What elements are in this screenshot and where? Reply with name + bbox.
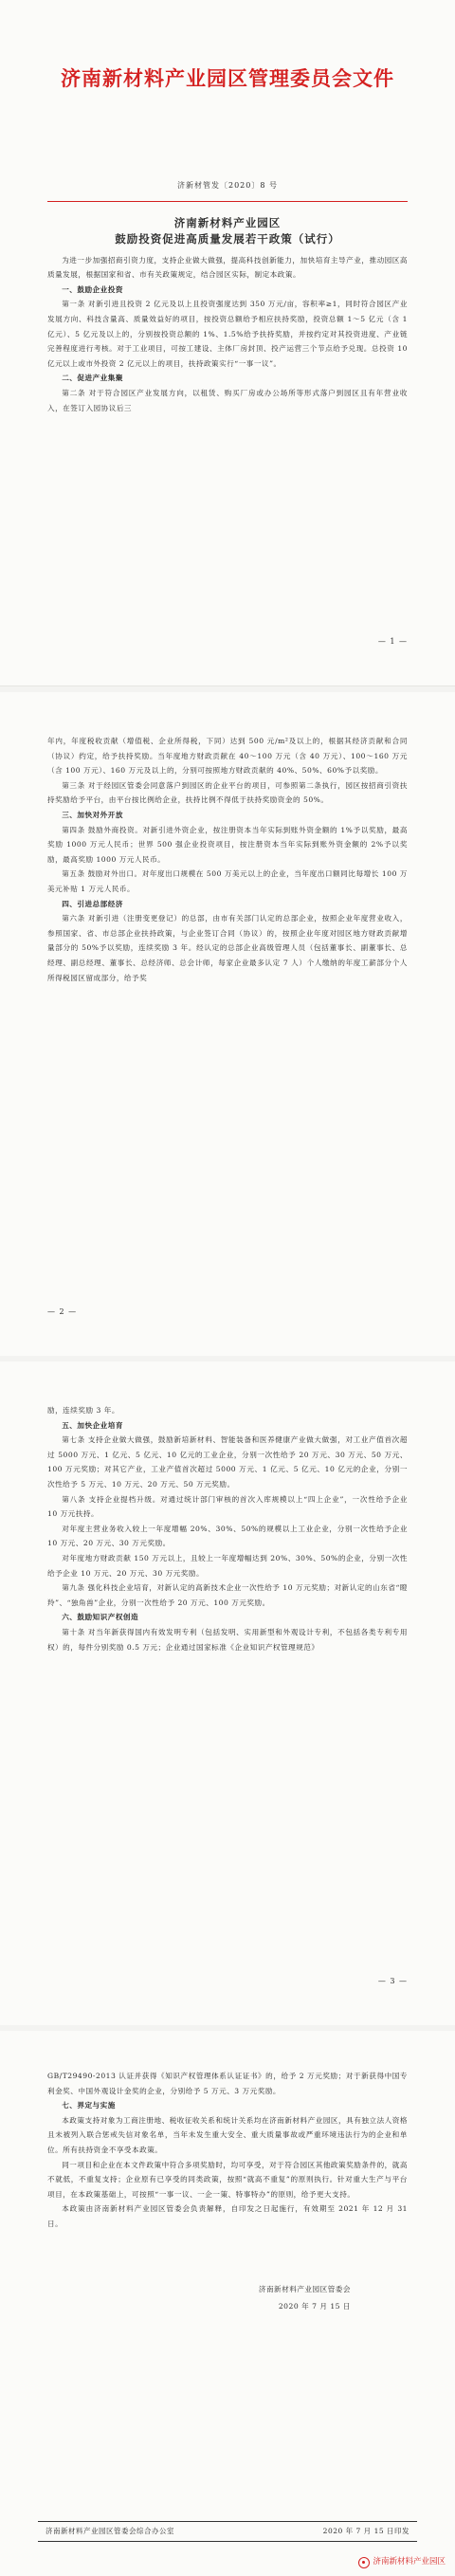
document-page-3 [0,1361,455,2025]
article-3: 第三条 对于经园区管委会同意落户到园区的企业平台的项目，可参照第二条执行，园区按招商引资扶持奖励给予平台，由平台按比例给企业，扶持比例不得低于扶持奖励资金的 50%。 [47,780,408,805]
document-header-title: 济南新材料产业园区管理委员会文件 [61,66,394,90]
article-10-continued: GB/T29490-2013 认证并获得《知识产权管理体系认证证书》的，给予 2 万元奖励；对于新获得中国专利金奖、中国外观设计金奖的企业，分别给予 5 万元、3 万元奖励。 [47,2072,408,2095]
wechat-logo-icon [358,2557,370,2568]
article-8-paragraph-2: 对年度主营业务收入较上一年度增幅 20%、30%、50%的规模以上工业企业，分别一次性给予企业 10 万元、20 万元、30 万元奖励。 [47,1524,408,1548]
watermark [358,2555,446,2570]
document-number: 济新材管发〔2020〕8 号 [177,181,278,190]
section-heading-5: 五、加快企业培育 [62,1420,123,1430]
interpretation-paragraph: 本政策由济南新材料产业园区管委会负责解释，自印发之日起施行，有效期至 2021 年 12 月 31 日。 [47,2204,408,2228]
policy-title-line2: 鼓励投资促进高质量发展若干政策（试行） [115,231,340,246]
intro-paragraph: 为进一步加强招商引资力度，支持企业做大做强，提高科技创新能力，加快培育主导产业，推动园区高质量发展，根据国家和省、市有关政策规定，结合园区实际，制定本政策。 [47,255,408,280]
signing-organization: 济南新材料产业园区管委会 [258,2284,351,2293]
section-heading-3: 三、加快对外开放 [62,810,123,819]
article-10: 第十条 对当年新获得国内有效发明专利（包括发明、实用新型和外观设计专利，不包括各类专利专用权）的，每件分别奖励 0.5 万元；企业通过国家标准《企业知识产权管理规范》 [47,1627,408,1652]
page-number: — 3 — [377,1977,408,1986]
scope-paragraph: 本政策支持对象为工商注册地、税收征收关系和统计关系均在济南新材料产业园区，具有独立法人资格且未被列入联合惩戒失信对象名单，当年未发生重大安全、重大质量事故或严重环境违法行为的企业和单位。所有扶持资金不享受本政策。 [47,2115,408,2154]
policy-title-line1: 济南新材料产业园区 [173,215,282,229]
issuance-footer [38,2521,417,2542]
section-heading-6: 六、鼓励知识产权创造 [62,1613,139,1622]
section-heading-1: 一、鼓励企业投资 [62,284,123,294]
article-5: 第五条 鼓励对外出口。对年度出口规模在 500 万美元以上的企业，当年度出口额同比每增长 100 万美元补贴 1 万元人民币。 [47,869,408,893]
signing-date: 2020 年 7 月 15 日 [278,2301,351,2311]
article-1: 第一条 对新引进且投资 2 亿元及以上且投资强度达到 350 万元/亩，容积率≥1，同时符合园区产业发展方向、科技含量高、质量效益好的项目，按投资总额给予相应扶持奖励，投资总额 1～5 亿元（含 1 亿元）、5 亿元及以上的，分别按投资总额的 1%、1.5%给予扶持奖励，并按约定对其投资进度、产业链完善程度进行考核。对于工业项目，可按工建设、主体厂房封顶、投产运营三个节点给予兑现。总投资 10 亿元以上或市外投资 2 亿元以上的项目，扶持政策实行“一事一议”。 [47,300,408,368]
article-8: 第八条 支持企业提档升级。对通过统计部门审核的首次入库规模以上“四上企业”，一次性给予企业 10 万元扶持。 [47,1494,408,1519]
document-page-4 [0,2031,455,2576]
page-number: — 2 — [47,1307,78,1317]
section-heading-2: 二、促进产业集聚 [62,374,123,383]
article-6-continued: 励，连续奖励 3 年。 [47,1406,119,1415]
article-8-paragraph-3: 对年度地方财政贡献 150 万元以上，且较上一年度增幅达到 20%、30%、50%的企业，分别一次性给予企业 10 万元、20 万元、30 万元奖励。 [47,1553,408,1578]
article-2-continued: 年内，年度税收贡献（增值税、企业所得税，下同）达到 500 元/m²及以上的，根据其经济贡献和合同（协议）约定，给予扶持奖励。当年度地方财政贡献在 40～100 万元（含 40 万元）、100～160 万元（含 100 万元）、160 万元及以上的，分别可按照地方财政贡献的 40%、50%、60%予以奖励。 [47,737,408,776]
article-2: 第二条 对于符合园区产业发展方向，以租赁、购买厂房或办公场所等形式落户到园区且有年营业收入，在签订入园协议后三 [47,388,408,412]
issuing-office: 济南新材料产业园区管委会综合办公室 [46,2527,174,2536]
section-heading-4: 四、引进总部经济 [62,899,123,908]
red-divider [47,201,408,202]
article-4: 第四条 鼓励外商投资。对新引进外资企业，按注册资本当年实际到账外资金额的 1%予以奖励，最高奖励 1000 万元人民币；世界 500 强企业投资项目，按注册资本当年实际到账外资金额的 2%予以奖励，最高奖励 1000 万元人民币。 [47,825,408,864]
document-page-2 [0,692,455,1356]
watermark-text: 济南新材料产业园区 [373,2557,446,2567]
overlap-paragraph: 同一项目和企业在本文件政策中符合多项奖励时，均可享受，对于符合园区其他政策奖励条件的，就高不就低，不重复支持；企业原有已享受的同类政策，按照“就高不重复”的原则执行。针对重大生产与平台项目，在本政策基础上，可按照“一事一议、一企一策、特事特办”的原则，给予更大支持。 [47,2160,408,2199]
page-number: — 1 — [377,637,408,647]
issue-date: 2020 年 7 月 15 日印发 [322,2527,410,2536]
section-heading-7: 七、界定与实施 [62,2101,116,2110]
signature-block [47,2281,408,2315]
article-9: 第九条 强化科技企业培育，对新认定的高新技术企业一次性给予 10 万元奖励；对新认定的山东省“瞪羚”、“独角兽”企业，分别一次性给予 20 万元、100 万元奖励。 [47,1583,408,1607]
article-7: 第七条 支持企业做大做强，鼓励新培新材料、智能装备和医养健康产业做大做强，对工业产值首次超过 5000 万元、1 亿元、5 亿元、10 亿元的工业企业，分别一次性给予 20 万元、30 万元、50 万元、100 万元奖励；对其它产业，工业产值首次超过 5000 万元、1 亿元、5 亿元、10 亿元的企业，分别一次性给予 5 万元、10 万元、20 万元、50 万元奖励。 [47,1435,408,1489]
document-page-1 [0,0,455,686]
article-6: 第六条 对新引进（注册变更登记）的总部，由市有关部门认定的总部企业，按照企业年度营业收入，参照国家、省、市总部企业扶持政策，与企业签订合同（协议）的，按照企业年度对园区地方财政贡献增量部分的 50%予以奖励，连续奖励 3 年。经认定的总部企业高级管理人员（包括董事长、副董事长、总经理、副总经理、董事长、总经济师、总会计师，每家企业最多认定 7 人）个人缴纳的年度工薪部分个人所得税园区留成部分，给予奖 [47,914,408,982]
